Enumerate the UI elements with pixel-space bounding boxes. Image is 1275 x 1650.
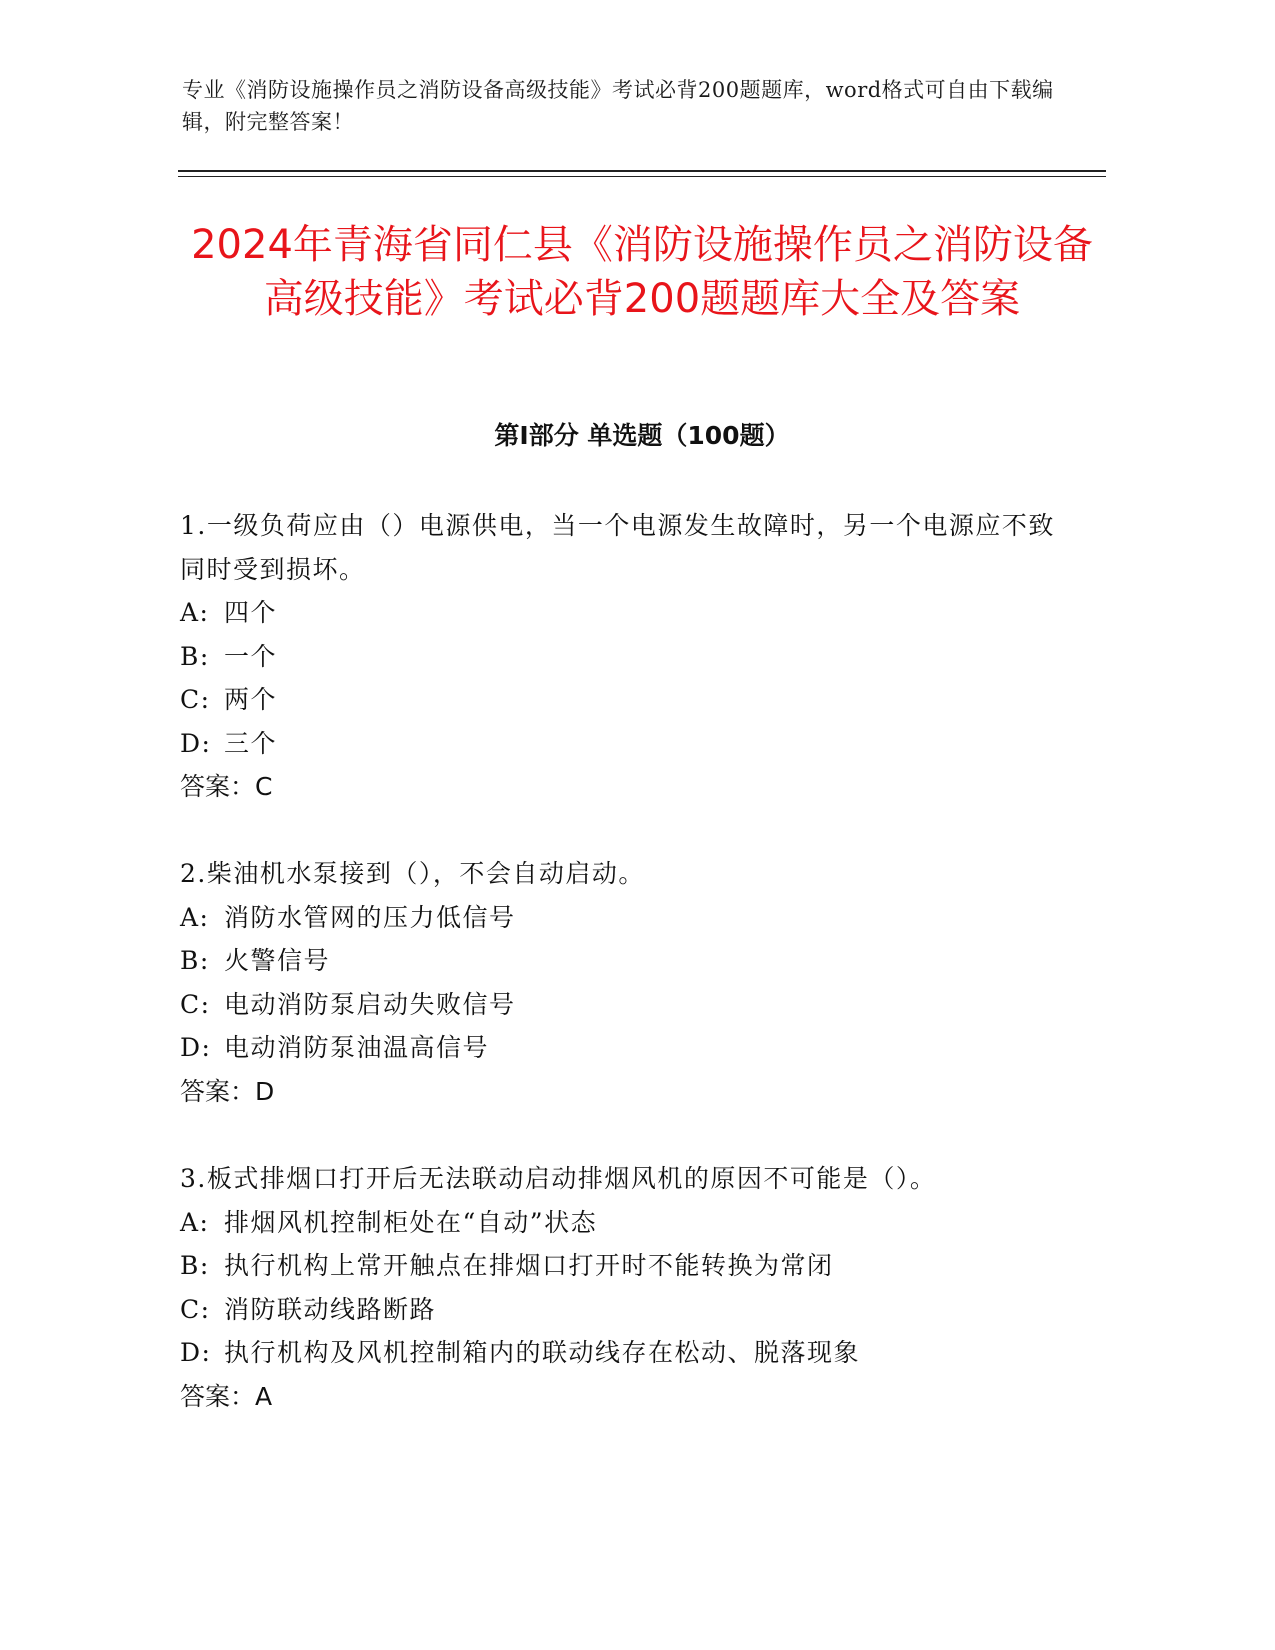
option-letter: C: — [180, 685, 211, 714]
option-c — [180, 678, 1080, 722]
option-text: 两个 — [224, 685, 278, 714]
question-block — [180, 504, 1080, 809]
option-c — [180, 1288, 1080, 1332]
option-text: 电动消防泵启动失败信号 — [224, 989, 516, 1019]
option-letter: D: — [180, 1338, 212, 1367]
option-text: 消防联动线路断路 — [224, 1294, 437, 1324]
option-text: 四个 — [224, 598, 278, 627]
option-text: 排烟风机控制柜处在“自动”状态 — [224, 1207, 598, 1237]
question-block — [180, 1157, 1080, 1418]
option-a — [180, 1201, 1080, 1245]
option-b — [180, 939, 1080, 983]
option-a — [180, 591, 1080, 635]
option-text: 执行机构及风机控制箱内的联动线存在松动、脱落现象 — [224, 1338, 861, 1367]
option-c — [180, 983, 1080, 1027]
question-block — [180, 852, 1080, 1113]
option-letter: A: — [180, 1207, 210, 1237]
document-title: 2024年青海省同仁县《消防设施操作员之消防设备高级技能》考试必背200题题库大全及答案 — [191, 222, 1093, 322]
option-b — [180, 1244, 1080, 1288]
answer-line: 答案：C — [180, 772, 273, 801]
option-a — [180, 896, 1080, 940]
option-text: 一个 — [224, 641, 278, 671]
option-text: 消防水管网的压力低信号 — [224, 902, 516, 932]
option-letter: D: — [180, 728, 212, 758]
header-divider-thick — [178, 170, 1106, 172]
option-letter: B: — [180, 1251, 210, 1280]
option-letter: A: — [180, 598, 210, 627]
option-b — [180, 635, 1080, 679]
option-letter: C: — [180, 1294, 211, 1324]
header-divider-thin — [178, 176, 1106, 177]
option-text: 火警信号 — [224, 946, 331, 975]
option-d — [180, 722, 1080, 766]
option-text: 电动消防泵油温高信号 — [224, 1033, 490, 1062]
question-stem: 2.柴油机水泵接到（），不会自动启动。 — [180, 859, 645, 888]
answer-line: 答案：D — [180, 1076, 275, 1106]
option-letter: B: — [180, 641, 210, 671]
option-letter: C: — [180, 989, 211, 1019]
option-letter: D: — [180, 1033, 212, 1062]
option-text: 执行机构上常开触点在排烟口打开时不能转换为常闭 — [224, 1251, 834, 1280]
option-letter: B: — [180, 946, 210, 975]
question-stem: 3.板式排烟口打开后无法联动启动排烟风机的原因不可能是（）。 — [180, 1164, 937, 1193]
option-text: 三个 — [224, 728, 278, 758]
header-note: 专业《消防设施操作员之消防设备高级技能》考试必背200题题库，word格式可自由下载编辑，附完整答案！ — [182, 78, 1054, 134]
section-title: 第Ⅰ部分 单选题（100题） — [494, 421, 790, 450]
question-stem: 1.一级负荷应由（）电源供电，当一个电源发生故障时，另一个电源应不致同时受到损坏。 — [180, 511, 1055, 584]
option-letter: A: — [180, 902, 210, 932]
answer-line: 答案：A — [180, 1381, 273, 1411]
option-d — [180, 1026, 1080, 1070]
option-d — [180, 1331, 1080, 1375]
